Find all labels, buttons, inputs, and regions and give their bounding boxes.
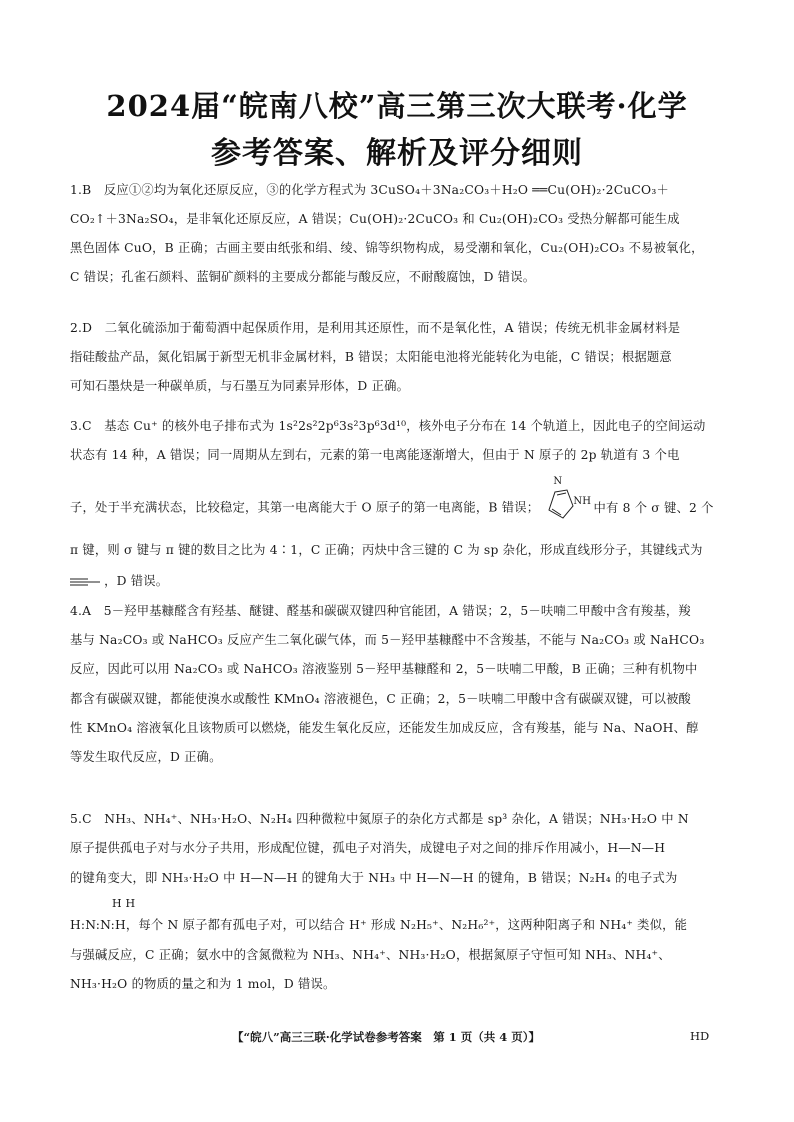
answer-4-line-1: 4.A 5－羟甲基糠醛含有羟基、醚键、醛基和碳碳双键四种官能团，A 错误；2，5－呋喃二甲酸中含有羧基，羧 <box>70 604 691 618</box>
answer-5-line-4 <box>70 915 687 933</box>
answer-3-line-5-text: ，D 错误。 <box>104 574 169 588</box>
answer-1-line-4: C 错误；孔雀石颜料、蓝铜矿颜料的主要成分都能与酸反应，不耐酸腐蚀，D 错误。 <box>70 270 536 284</box>
answer-1-line-1: 1.B 反应①②均为氧化还原反应，③的化学方程式为 3CuSO₄＋3Na₂CO₃＋H₂O ══Cu(OH)₂·2CuCO₃＋ <box>70 183 669 197</box>
answer-3-line-4: π 键，则 σ 键与 π 键的数目之比为 4∶1，C 正确；丙炔中含三键的 C 为 sp 杂化，形成直线形分子，其键线式为 <box>70 543 703 557</box>
answer-3-line-3-part-a: 子，处于半充满状态，比较稳定，其第一电离能大于 O 原子的第一电离能，B 错误； <box>70 500 540 515</box>
answer-4-line-2: 基与 Na₂CO₃ 或 NaHCO₃ 反应产生二氧化碳气体，而 5－羟甲基糠醛中不含羧基，不能与 Na₂CO₃ 或 NaHCO₃ <box>70 633 705 647</box>
answer-4-line-5: 性 KMnO₄ 溶液氧化且该物质可以燃烧，能发生氧化反应，还能发生加成反应，含有羧基，能与 Na、NaOH、醇 <box>70 721 699 735</box>
answer-5-line-5: 与强碱反应，C 正确；氨水中的含氮微粒为 NH₃、NH₄⁺、NH₃·H₂O，根据氮原子守恒可知 NH₃、NH₄⁺、 <box>70 948 671 962</box>
answer-1-line-3: 黑色固体 CuO，B 正确；古画主要由纸张和绢、绫、锦等织物构成，易受潮和氧化，Cu₂(OH)₂CO₃ 不易被氧化， <box>70 241 704 255</box>
answer-5-line-3: 的键角变大，即 NH₃·H₂O 中 H—N—H 的键角大于 NH₃ 中 H—N—H 的键角，B 错误；N₂H₄ 的电子式为 <box>70 871 678 885</box>
answer-2-line-1: 2.D 二氧化硫添加于葡萄酒中起保质作用，是利用其还原性，而不是氧化性，A 错误；传统无机非金属材料是 <box>70 321 681 335</box>
lewis-hydrogens: H H <box>112 897 136 910</box>
footer-text: 【“皖八”高三三联·化学试卷参考答案 第 1 页（共 4 页）】 <box>232 1030 540 1044</box>
ring-nh-label: NH <box>573 496 592 507</box>
answer-5-line-4-text: ，每个 N 原子都有孤电子对，可以结合 H⁺ 形成 N₂H₅⁺、N₂H₆²⁺，这两种阳离子和 NH₄⁺ 类似，能 <box>125 918 688 932</box>
page-title: 2024届“皖南八校”高三第三次大联考·化学 <box>106 89 688 123</box>
ring-n-label: N <box>553 476 563 487</box>
answer-4-line-4: 都含有碳碳双键，都能使溴水或酸性 KMnO₄ 溶液褪色，C 正确；2，5－呋喃二甲酸中含有碳碳双键，可以被酸 <box>70 692 692 706</box>
answer-3-line-5 <box>70 571 168 589</box>
answer-3-line-3 <box>70 476 714 530</box>
propyne-bond-line-formula <box>70 578 100 586</box>
imidazole-structure <box>543 476 592 530</box>
answer-2-line-2: 指硅酸盐产品，氮化铝属于新型无机非金属材料，B 错误；太阳能电池将光能转化为电能，C 错误；根据题意 <box>70 350 672 364</box>
answer-4-line-6: 等发生取代反应，D 正确。 <box>70 750 222 764</box>
answer-5-line-2: 原子提供孤电子对与水分子共用，形成配位键，孤电子对消失，成键电子对之间的排斥作用减小，H—N—H <box>70 841 666 855</box>
answer-3-line-2: 状态有 14 种，A 错误；同一周期从左到右，元素的第一电离能逐渐增大，但由于 N 原子的 2p 轨道有 3 个电 <box>70 448 680 462</box>
answer-5-line-6: NH₃·H₂O 的物质的量之和为 1 mol，D 错误。 <box>70 977 336 991</box>
answer-3-line-3-part-b: 中有 8 个 σ 键、2 个 <box>593 500 714 515</box>
n2h4-electron-formula: H:N:N:H <box>70 918 126 932</box>
answer-5-line-1: 5.C NH₃、NH₄⁺、NH₃·H₂O、N₂H₄ 四种微粒中氮原子的杂化方式都是 sp³ 杂化，A 错误；NH₃·H₂O 中 N <box>70 812 689 826</box>
answer-2-line-3: 可知石墨炔是一种碳单质，与石墨互为同素异形体，D 正确。 <box>70 379 410 393</box>
page-subtitle: 参考答案、解析及评分细则 <box>211 136 583 171</box>
footer-code: HD <box>690 1029 710 1043</box>
answer-3-line-1: 3.C 基态 Cu⁺ 的核外电子排布式为 1s²2s²2p⁶3s²3p⁶3d¹⁰，核外电子分布在 14 个轨道上，因此电子的空间运动 <box>70 419 706 433</box>
answer-1-line-2: CO₂↑＋3Na₂SO₄，是非氧化还原反应，A 错误；Cu(OH)₂·2CuCO₃ 和 Cu₂(OH)₂CO₃ 受热分解都可能生成 <box>70 212 680 226</box>
answer-4-line-3: 反应，因此可以用 Na₂CO₃ 或 NaHCO₃ 溶液鉴别 5－羟甲基糠醛和 2，5－呋喃二甲酸，B 正确；三种有机物中 <box>70 662 698 676</box>
